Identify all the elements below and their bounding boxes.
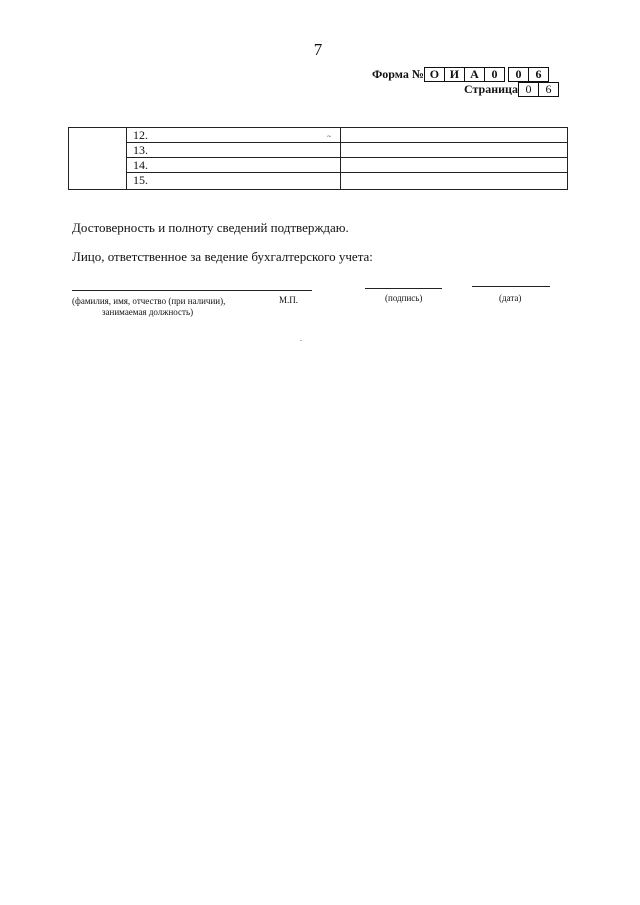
form-number-row	[372, 66, 549, 82]
scan-mark: ~	[327, 132, 332, 141]
row-number: 12.	[127, 128, 341, 142]
form-number-cell: 0	[508, 67, 529, 82]
signature-line	[365, 288, 442, 289]
table-row	[127, 173, 568, 189]
row-number: 13.	[127, 143, 341, 157]
stamp-caption: М.П.	[279, 295, 299, 305]
form-code-cell: О	[424, 67, 445, 82]
form-code-cell: А	[464, 67, 485, 82]
form-number-cell: 6	[528, 67, 549, 82]
page-cell: 6	[538, 82, 559, 97]
name-signature-line	[72, 290, 312, 291]
table-row	[127, 143, 568, 158]
responsible-person-label: Лицо, ответственное за ведение бухгалтерского учета:	[72, 249, 373, 264]
confirmation-statement: Достоверность и полноту сведений подтверждаю.	[72, 220, 349, 235]
date-line	[472, 286, 550, 287]
table-left-column	[69, 128, 127, 189]
name-caption: (фамилия, имя, отчество (при наличии),	[72, 296, 226, 306]
form-code-cell: 0	[484, 67, 505, 82]
data-table	[68, 127, 568, 190]
position-caption: занимаемая должность)	[102, 307, 194, 317]
page-number-row	[464, 81, 559, 97]
form-label: Форма №	[372, 66, 424, 81]
form-code-cell: И	[444, 67, 465, 82]
scan-speck	[300, 340, 302, 341]
row-number: 15.	[127, 173, 341, 189]
page-number: 7	[313, 40, 323, 59]
page-cell: 0	[518, 82, 539, 97]
table-row	[127, 128, 568, 143]
page-label: Страница	[464, 81, 518, 96]
signature-caption: (подпись)	[385, 293, 423, 303]
row-number: 14.	[127, 158, 341, 172]
date-caption: (дата)	[499, 293, 522, 303]
table-row	[127, 158, 568, 173]
